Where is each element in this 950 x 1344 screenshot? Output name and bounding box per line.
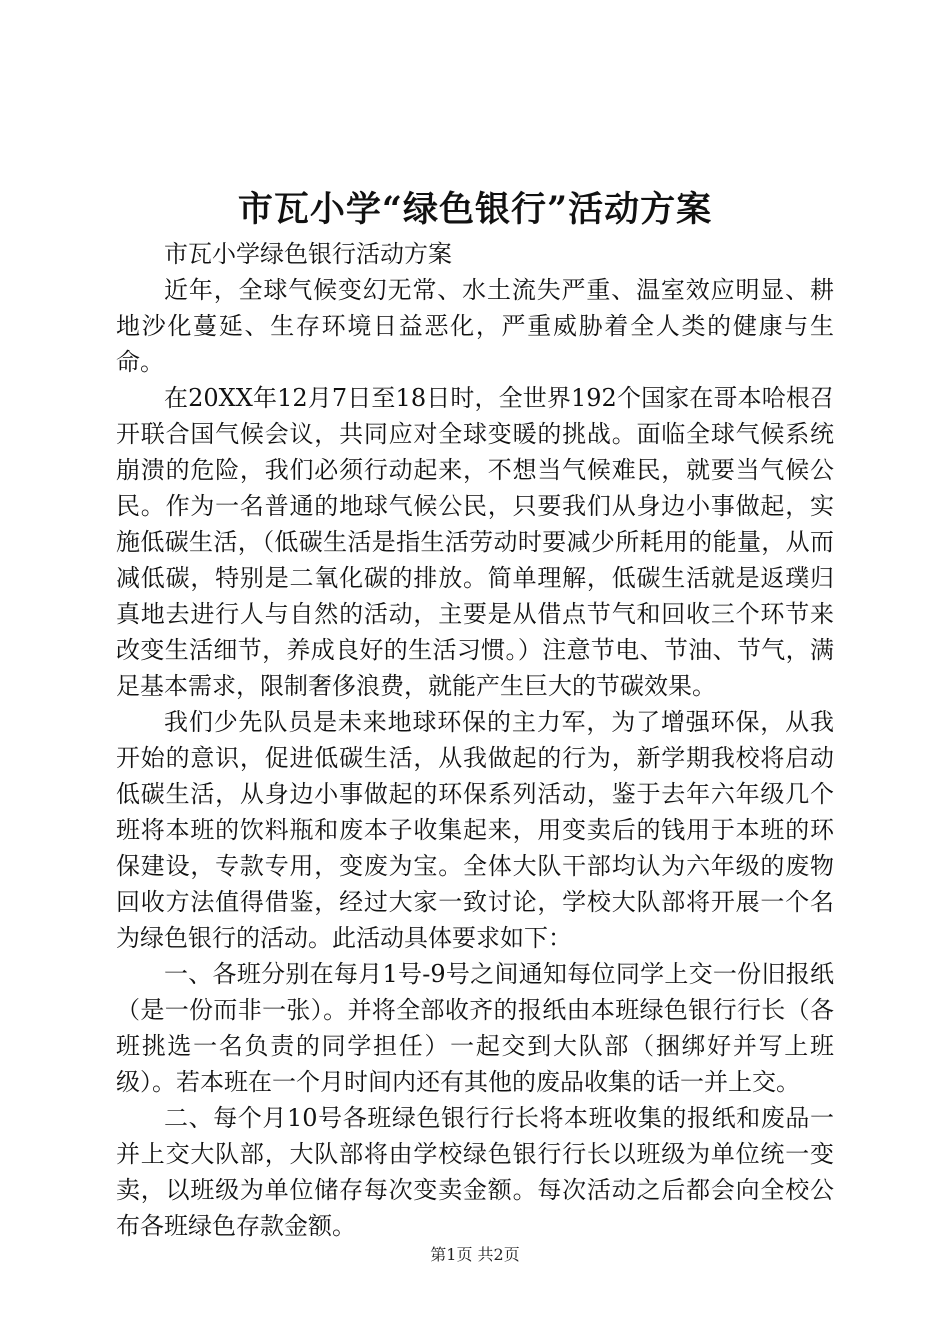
paragraph-intro: 近年，全球气候变幻无常、水土流失严重、温室效应明显、耕地沙化蔓延、生存环境日益恶化，严重威胁着全人类的健康与生命。 — [116, 276, 834, 376]
document-body — [116, 236, 834, 1244]
paragraph-requirement-2: 二、每个月10号各班绿色银行行长将本班收集的报纸和废品一并上交大队部，大队部将由学校绿色银行行长以班级为单位统一变卖，以班级为单位储存每次变卖金额。每次活动之后都会向全校公布各班绿色存款金额。 — [116, 1104, 834, 1240]
paragraph-activity-background: 我们少先队员是未来地球环保的主力军，为了增强环保，从我开始的意识，促进低碳生活，从我做起的行为，新学期我校将启动低碳生活，从身边小事做起的环保系列活动，鉴于去年六年级几个班将本班的饮料瓶和废本子收集起来，用变卖后的钱用于本班的环保建设，专款专用，变废为宝。全体大队干部均认为六年级的废物回收方法值得借鉴，经过大家一致讨论，学校大队部将开展一个名为绿色银行的活动。此活动具体要求如下： — [116, 708, 834, 952]
page-footer: 第1页 共2页 — [430, 1245, 520, 1264]
document-title: 市瓦小学“绿色银行”活动方案 — [237, 189, 713, 230]
document-subtitle: 市瓦小学绿色银行活动方案 — [164, 240, 452, 268]
paragraph-requirement-1: 一、各班分别在每月1号-9号之间通知每位同学上交一份旧报纸（是一份而非一张）。并将全部收齐的报纸由本班绿色银行行长（各班挑选一名负责的同学担任）一起交到大队部（捆绑好并写上班级）。若本班在一个月时间内还有其他的废品收集的话一并上交。 — [116, 960, 834, 1096]
paragraph-climate-conference: 在20XX年12月7日至18日时，全世界192个国家在哥本哈根召开联合国气候会议，共同应对全球变暖的挑战。面临全球气候系统崩溃的危险，我们必须行动起来，不想当气候难民，就要当气候公民。作为一名普通的地球气候公民，只要我们从身边小事做起，实施低碳生活，（低碳生活是指生活劳动时要减少所耗用的能量，从而减低碳，特别是二氧化碳的排放。简单理解，低碳生活就是返璞归真地去进行人与自然的活动，主要是从借点节气和回收三个环节来改变生活细节，养成良好的生活习惯。）注意节电、节油、节气，满足基本需求，限制奢侈浪费，就能产生巨大的节碳效果。 — [116, 384, 834, 700]
